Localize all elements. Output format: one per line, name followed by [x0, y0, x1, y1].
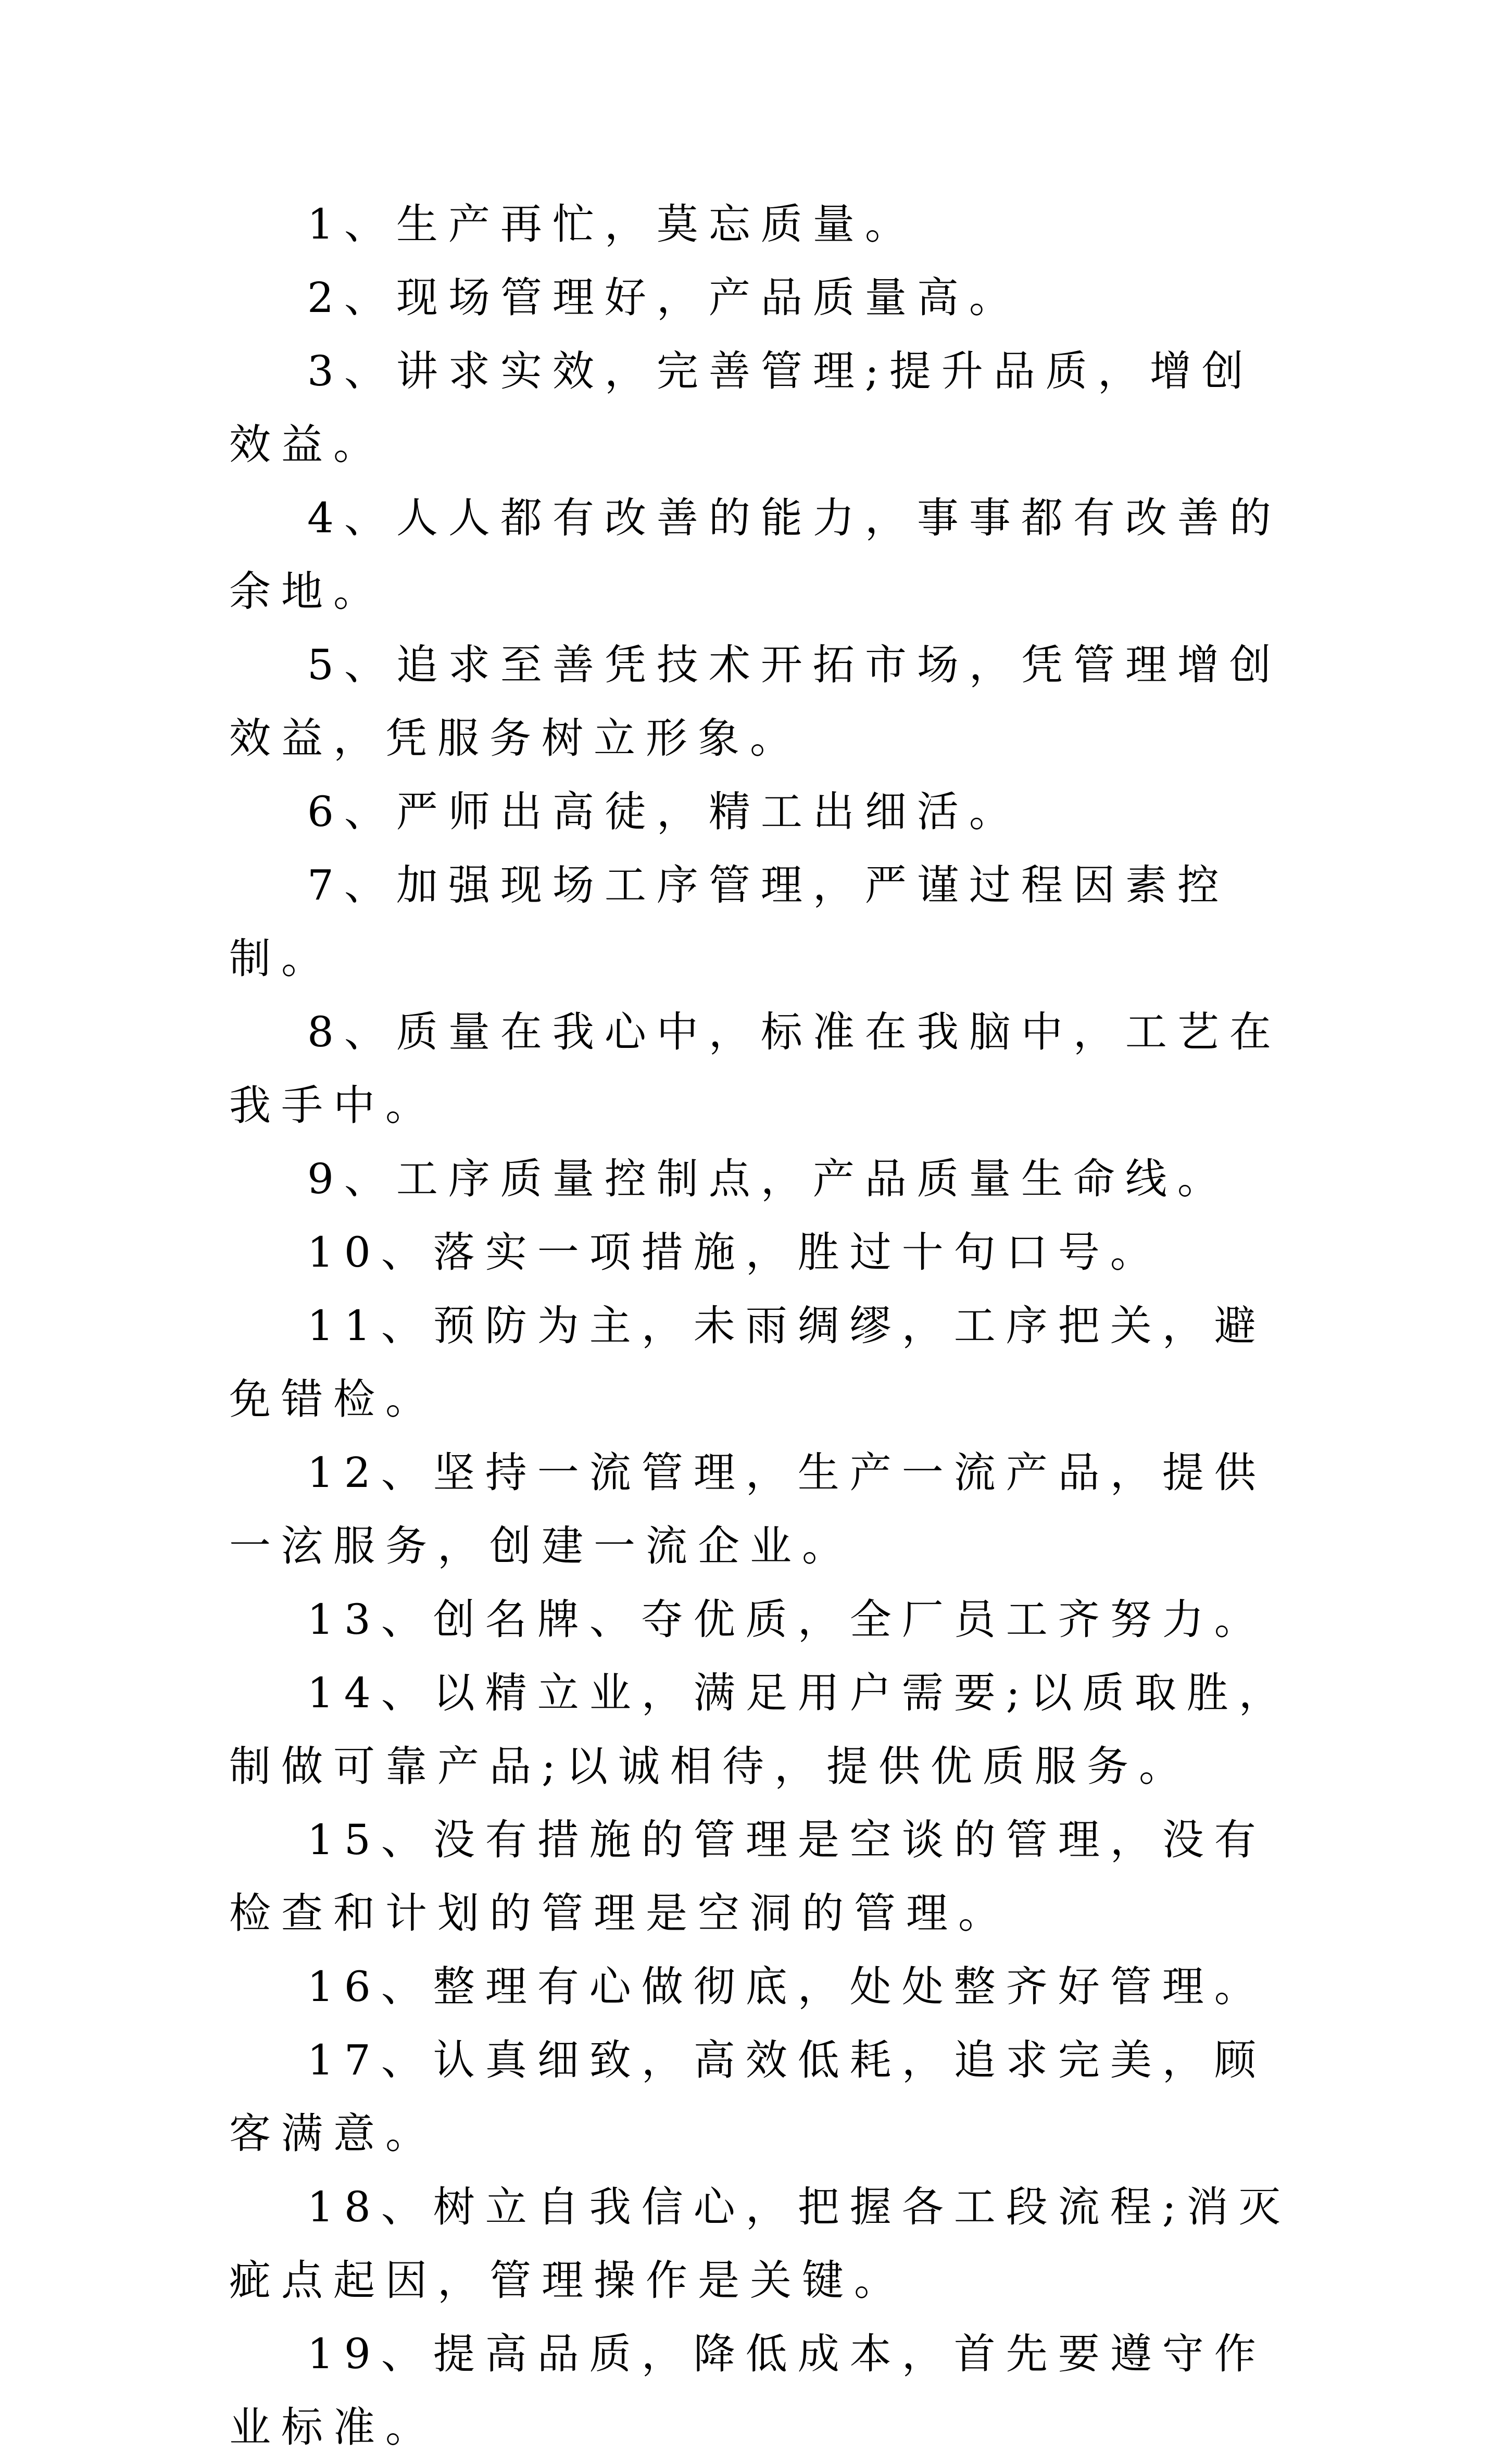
slogan-paragraph-18: 18、树立自我信心，把握各工段流程;消灭疵点起因，管理操作是关键。: [229, 2183, 1291, 2305]
slogan-paragraph-19: 19、提高品质，降低成本，首先要遵守作业标准。: [229, 2330, 1266, 2452]
slogan-paragraph-15: 15、没有措施的管理是空谈的管理，没有检查和计划的管理是空洞的管理。: [229, 1816, 1266, 1937]
slogan-paragraph-13: 13、创名牌、夺优质，全厂员工齐努力。: [307, 1595, 1266, 1644]
slogan-paragraph-12: 12、坚持一流管理，生产一流产品，提供一泫服务，创建一流企业。: [229, 1448, 1266, 1570]
slogan-paragraph-8: 8、质量在我心中，标准在我脑中，工艺在我手中。: [229, 1008, 1282, 1130]
slogan-paragraph-4: 4、人人都有改善的能力，事事都有改善的余地。: [229, 494, 1282, 616]
document-body: [229, 187, 1291, 2464]
slogan-paragraph-6: 6、严师出高徒，精工出细活。: [307, 787, 1021, 836]
slogan-paragraph-7: 7、加强现场工序管理，严谨过程因素控制。: [229, 861, 1229, 983]
slogan-paragraph-5: 5、追求至善凭技术开拓市场，凭管理增创效益，凭服务树立形象。: [229, 641, 1282, 762]
slogan-paragraph-1: 1、生产再忙，莫忘质量。: [307, 200, 917, 248]
slogan-paragraph-16: 16、整理有心做彻底，处处整齐好管理。: [307, 1962, 1266, 2011]
slogan-paragraph-11: 11、预防为主，未雨绸缪，工序把关，避免错检。: [229, 1302, 1266, 1423]
slogan-paragraph-10: 10、落实一项措施，胜过十句口号。: [307, 1228, 1162, 1277]
slogan-paragraph-17: 17、认真细致，高效低耗，追求完美，顾客满意。: [229, 2036, 1266, 2158]
slogan-paragraph-3: 3、讲求实效，完善管理;提升品质，增创效益。: [229, 347, 1254, 469]
slogan-paragraph-2: 2、现场管理好，产品质量高。: [307, 273, 1021, 322]
slogan-paragraph-14: 14、以精立业，满足用户需要;以质取胜，制做可靠产品;以诚相待，提供优质服务。: [229, 1669, 1291, 1791]
slogan-paragraph-9: 9、工序质量控制点，产品质量生命线。: [307, 1155, 1229, 1203]
